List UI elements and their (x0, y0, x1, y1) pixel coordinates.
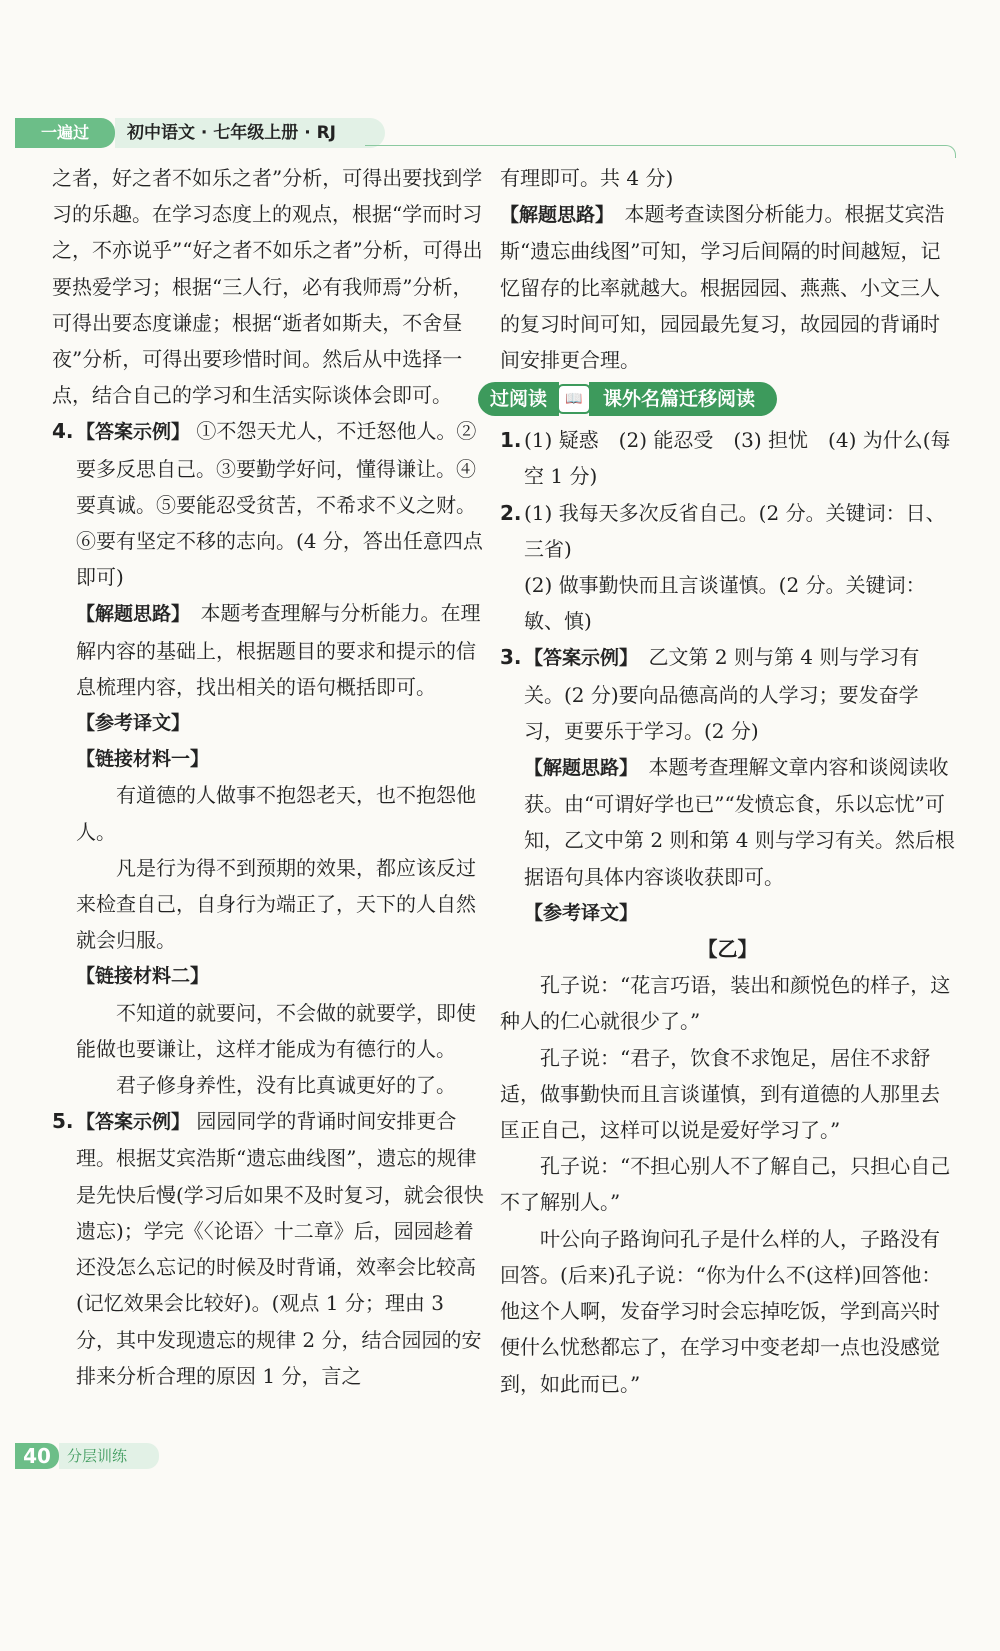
link-material-1-p1: 有道德的人做事不抱怨老天，也不抱怨他人。 (76, 783, 476, 844)
reference-translation-heading: 【参考译文】 (524, 901, 639, 924)
link-material-2-p1: 不知道的就要问，不会做的就要学，即使能做也要谦让，这样才能成为有德行的人。 (76, 1000, 476, 1061)
link-material-2-p2: 君子修身养性，没有比真诚更好的了。 (116, 1073, 456, 1098)
yi-p1: 孔子说：“花言巧语，装出和颜悦色的样子，这种人的仁心就很少了。” (500, 973, 951, 1034)
left-column (52, 160, 487, 1394)
series-logo: 一遍过 (15, 118, 115, 148)
page-footer (15, 1443, 155, 1469)
q4-answer (52, 413, 487, 595)
r-q3 (500, 639, 955, 749)
footer-label: 分层训练 (59, 1443, 159, 1469)
q5-answer-end: 有理即可。共 4 分) (500, 166, 674, 190)
reference-translation-heading: 【参考译文】 (76, 712, 191, 735)
thinking-tag: 【解题思路】 (76, 603, 181, 626)
q5-thinking-text: 本题考查读图分析能力。根据艾宾浩斯“遗忘曲线图”可知，学习后间隔的时间越短，记忆留存的比率就越大。根据园园、燕燕、小文三人的复习时间可知，园园最先复习，故园园的背诵时间安排更合理。 (500, 202, 945, 373)
page-header (15, 118, 385, 148)
q5-thinking (500, 196, 955, 378)
q4-thinking (52, 595, 487, 705)
q4-thinking-text: 本题考查理解与分析能力。在理解内容的基础上，根据题目的要求和提示的信息梳理内容，找出相关的语句概括即可。 (76, 601, 481, 699)
q5-number: 5. (52, 1109, 74, 1134)
yi-p3: 孔子说：“不担心别人不了解自己，只担心自己不了解别人。” (500, 1154, 951, 1215)
page-number: 40 (15, 1443, 59, 1469)
r-q3-text: 乙文第 2 则与第 4 则与学习有关。(2 分)要向品德高尚的人学习；要发奋学习，更要乐于学习。(2 分) (524, 645, 920, 743)
r-q2 (500, 495, 955, 567)
thinking-tag: 【解题思路】 (524, 757, 629, 780)
banner-subtitle: 课外名篇迁移阅读 (589, 382, 777, 416)
r-q3-thinking-text: 本题考查理解文章内容和谈阅读收获。由“可谓好学也已”“发愤忘食，乐以忘忧”可知，乙文中第 2 则和第 4 则与学习有关。然后根据语句具体内容谈收获即可。 (524, 755, 955, 889)
book-title: 初中语文 · 七年级上册 · RJ (115, 118, 385, 148)
r-q3-thinking (500, 749, 955, 895)
r-q2-text-a: (1) 我每天多次反省自己。(2 分。关键词：日、三省) (524, 500, 946, 561)
r-q3-number: 3. (500, 645, 522, 670)
header-rule (365, 145, 956, 158)
link-material-2-heading: 【链接材料二】 (76, 965, 210, 988)
link-material-1-heading: 【链接材料一】 (76, 748, 210, 771)
r-q1-number: 1. (500, 428, 522, 453)
answer-tag: 【答案示例】 (76, 1111, 191, 1134)
section-banner (478, 382, 955, 416)
passage-yi-heading: 【乙】 (697, 937, 758, 962)
r-q1 (500, 422, 955, 494)
q4-number: 4. (52, 419, 74, 444)
q4-answer-text: ①不怨天尤人，不迁怒他人。②要多反思自己。③要勤学好问，懂得谦让。④要真诚。⑤要能忍受贫苦，不希求不义之财。⑥要有坚定不移的志向。(4 分，答出任意四点即可) (76, 419, 483, 590)
book-icon: 📖 (557, 384, 591, 414)
q5-answer (52, 1103, 487, 1394)
r-q2-b: (2) 做事勤快而且言谈谨慎。(2 分。关键词：敏、慎) (524, 573, 926, 634)
answer-tag: 【答案示例】 (524, 647, 629, 670)
yi-p4: 叶公向子路询问孔子是什么样的人，子路没有回答。(后来)孔子说：“你为什么不(这样)回答他：他这个人啊，发奋学习时会忘掉吃饭，学到高兴时便什么忧愁都忘了，在学习中变老却一点也没感觉到，如此而已。” (500, 1226, 942, 1396)
r-q1-text: (1) 疑惑 (2) 能忍受 (3) 担忧 (4) 为什么(每空 1 分) (524, 428, 951, 489)
right-column (490, 160, 955, 1402)
link-material-1-p2: 凡是行为得不到预期的效果，都应该反过来检查自己，自身行为端正了，天下的人自然就会归服。 (76, 855, 476, 953)
answer-continuation: 之者，好之者不如乐之者”分析，可得出要找到学习的乐趣。在学习态度上的观点，根据“学而时习之，不亦说乎”“好之者不如乐之者”分析，可得出要热爱学习；根据“三人行，必有我师焉”分析，可得出要态度谦虚；根据“逝者如斯夫，不舍昼夜”分析，可得出要珍惜时间。然后从中选择一点，结合自己的学习和生活实际谈体会即可。 (52, 166, 483, 408)
r-q2-number: 2. (500, 500, 522, 525)
yi-p2: 孔子说：“君子，饮食不求饱足，居住不求舒适，做事勤快而且言谈谨慎，到有道德的人那里去匡正自己，这样可以说是爱好学习了。” (500, 1045, 940, 1143)
thinking-tag: 【解题思路】 (500, 204, 605, 227)
answer-tag: 【答案示例】 (76, 421, 191, 444)
q5-answer-text: 园园同学的背诵时间安排更合理。根据艾宾浩斯“遗忘曲线图”，遗忘的规律是先快后慢(学习后如果不及时复习，就会很快遗忘)；学完《〈论语〉十二章》后，园园趁着还没怎么忘记的时候及时背诵，效率会比较高(记忆效果会比较好)。(观点 1 分；理由 3 分，其中发现遗忘的规律 2 分，结合园园的安排来分析合理的原因 1 分，言之 (76, 1109, 484, 1388)
banner-label: 过阅读 (478, 382, 559, 416)
